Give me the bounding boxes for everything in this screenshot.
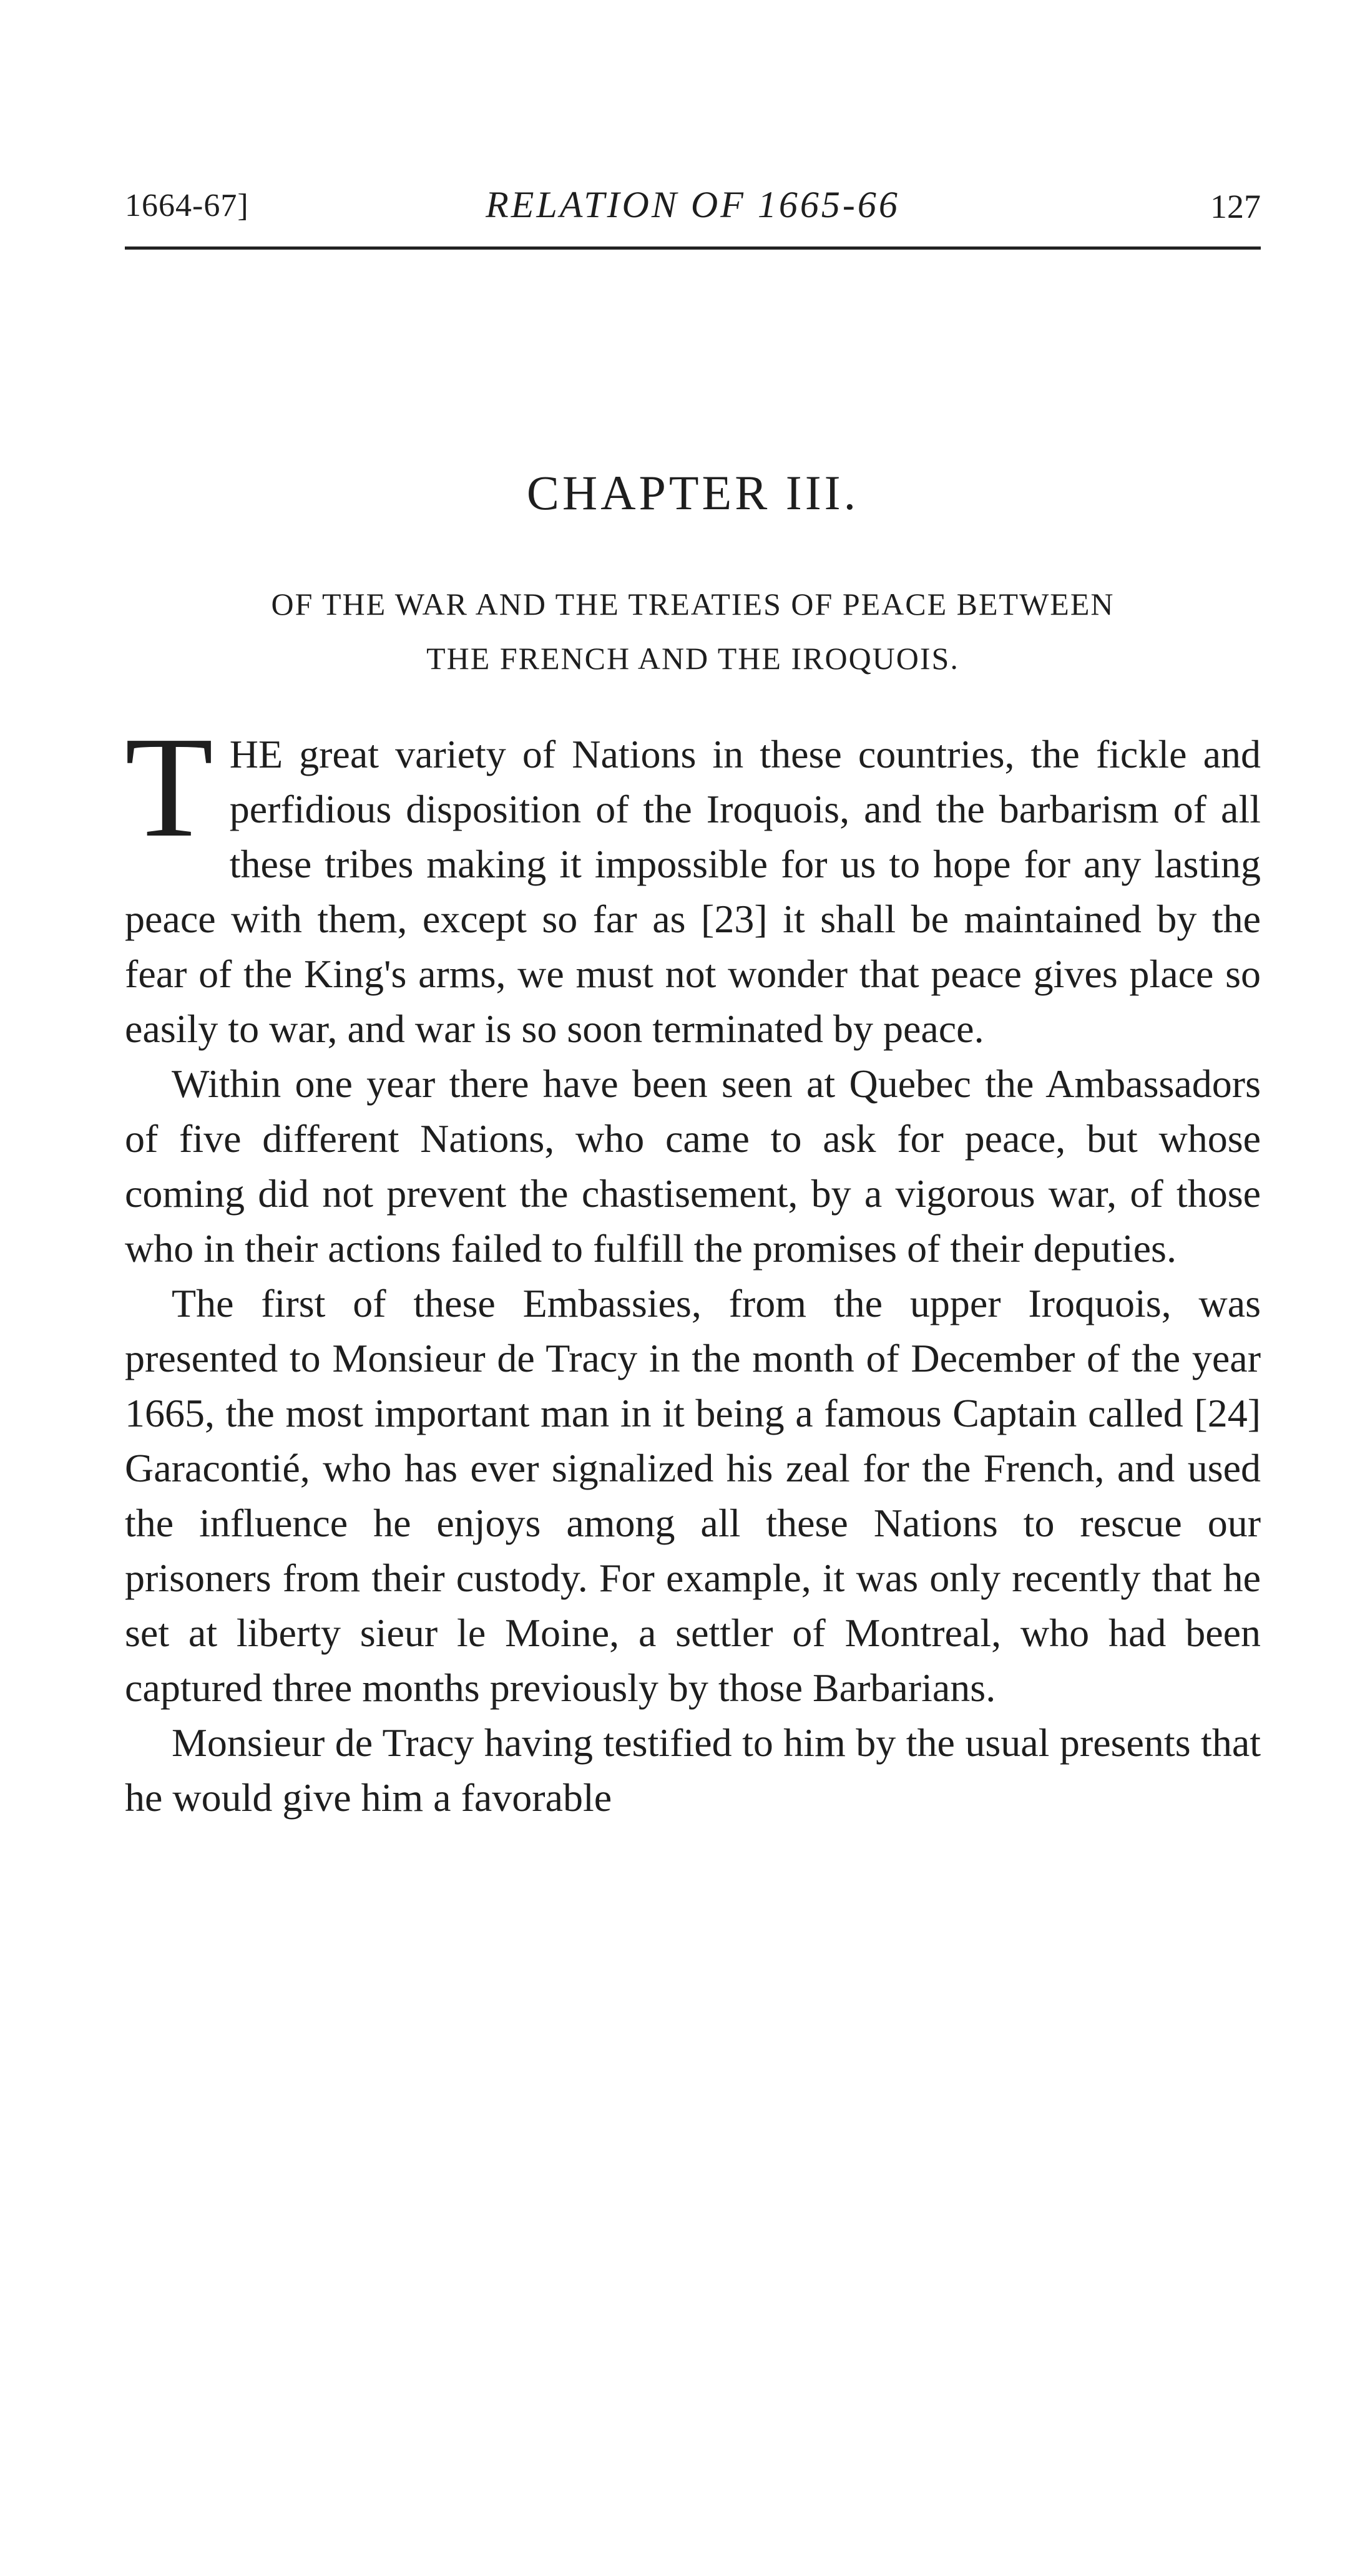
- paragraph-4: Monsieur de Tracy having testified to him by the usual presents that he would give him a favorable: [125, 1720, 1261, 1820]
- paragraph-1: [125, 707, 1261, 1056]
- paragraph-3: The first of these Embassies, from the upper Iroquois, was presented to Monsieur de Tracy in the month of December of the year 1665, the most important man in it being a famous Captain called [24] Garacontié, who has ever signalized his zeal for the French, and used the influence he enjoys among all these Nations to rescue our prisoners from their custody. For example, it was only recently that he set at liberty sieur le Moine, a settler of Montreal, who had been captured three months previously by those Barbarians.: [125, 1281, 1261, 1710]
- header-rule: [125, 246, 1261, 250]
- body-text: [125, 707, 1261, 1825]
- chapter-title: CHAPTER III.: [526, 466, 859, 520]
- chapter-subtitle-line-1: OF THE WAR AND THE TREATIES OF PEACE BETWEEN: [271, 587, 1115, 622]
- running-head: [125, 181, 1261, 231]
- paragraph-1-text: HE great variety of Nations in these countries, the fickle and perfidious disposition of the Iroquois, and the barbarism of all these tribes making it impossible for us to hope for any lasting peace with them, except so far as [23] it shall be maintained by the fear of the King's arms, we must not wonder that peace gives place so easily to war, and war is so soon terminated by peace.: [125, 732, 1261, 1051]
- chapter-subtitle: [125, 577, 1261, 686]
- chapter-subtitle-line-2: THE FRENCH AND THE IROQUOIS.: [426, 641, 959, 676]
- paragraph-2: Within one year there have been seen at Quebec the Ambassadors of five different Nations, who came to ask for peace, but whose coming did not prevent the chastisement, by a vigorous war, of those who in their actions failed to fulfill the promises of their deputies.: [125, 1061, 1261, 1271]
- page-number: 127: [1210, 188, 1261, 225]
- running-head-date-range: 1664-67]: [125, 188, 249, 223]
- running-head-title: RELATION OF 1665-66: [486, 184, 900, 225]
- drop-cap: T: [125, 707, 213, 867]
